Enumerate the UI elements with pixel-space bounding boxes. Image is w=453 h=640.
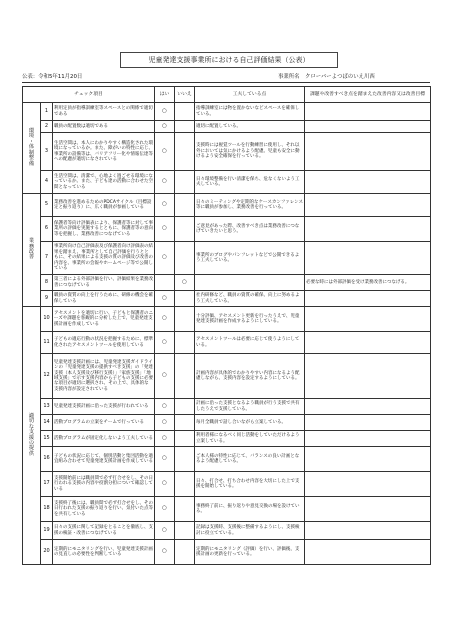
check-item: 児童発達支援計画に沿った支援が行われている <box>53 399 155 415</box>
item-number: 14 <box>41 415 53 431</box>
check-item: 子どもの適応行動の状況を把握するために、標準化されたアセスメントツールを使用している <box>53 332 155 354</box>
table-row <box>23 275 431 291</box>
yes-mark: ○ <box>155 472 175 497</box>
improvement-text <box>305 291 431 307</box>
item-number: 6 <box>41 217 53 242</box>
improvement-text <box>305 121 431 133</box>
no-mark <box>175 291 195 307</box>
improvement-text <box>305 133 431 171</box>
table-row <box>23 307 431 332</box>
effort-text: 定期的にモニタリング（評価）を行い、評価後、支援計画の更新を行っている。 <box>195 540 305 565</box>
item-number: 9 <box>41 291 53 307</box>
improvement-text <box>305 497 431 522</box>
no-mark <box>175 431 195 447</box>
no-mark <box>175 522 195 540</box>
table-row <box>23 332 431 354</box>
improvement-text <box>305 540 431 565</box>
item-number: 16 <box>41 447 53 472</box>
table-row <box>23 242 431 275</box>
no-mark <box>175 399 195 415</box>
improvement-text <box>305 103 431 121</box>
item-number: 5 <box>41 194 53 217</box>
yes-mark: ○ <box>155 194 175 217</box>
document-title: 児童発達支援事業所における自己評価結果（公表） <box>120 52 338 68</box>
improvement-text <box>305 307 431 332</box>
item-number: 15 <box>41 431 53 447</box>
yes-mark: ○ <box>155 447 175 472</box>
table-row <box>23 354 431 399</box>
effort-text: アセスメントツールは必要に応じて使うようにしている。 <box>195 332 305 354</box>
item-number: 8 <box>41 275 53 291</box>
effort-text: 毎月全職員で話し合いながら立案している。 <box>195 415 305 431</box>
check-item: 生活空間は、本人にわかりやすく構造化された環境になっているか。また、障がいの特性に応じ、事業所の設備等は、バリアフリー化や情報伝達等への配慮が適切になされている <box>53 133 155 171</box>
publication-line <box>22 73 430 83</box>
table-row <box>23 522 431 540</box>
header-check-item: チェック項目 <box>23 87 155 103</box>
table-row <box>23 171 431 194</box>
effort-text: 事業所のブログやパンフレットなどで公開できるよう工夫している。 <box>195 242 305 275</box>
check-item: 業務改善を進めるためのPDCAサイクル（目標設定と振り返り）に、広く職員が参画している <box>53 194 155 217</box>
publication-date: 公表：令和5年11月20日 <box>22 74 83 80</box>
effort-text: 事務終了前に、振り返りや意見交換の場を設けている。 <box>195 497 305 522</box>
check-item: 支援終了後には、職員間で必ず打合せをし、その日行われた支援の振り返りを行い、気付いた点等を共有している <box>53 497 155 522</box>
no-mark <box>175 540 195 565</box>
no-mark: ○ <box>175 275 195 291</box>
table-row <box>23 540 431 565</box>
no-mark <box>175 354 195 399</box>
item-number: 12 <box>41 354 53 399</box>
effort-text <box>195 275 305 291</box>
no-mark <box>175 133 195 171</box>
yes-mark: ○ <box>155 332 175 354</box>
improvement-text <box>305 194 431 217</box>
header-improvement: 課題や改善すべき点を踏まえた改善内容又は改善目標 <box>305 87 431 103</box>
item-number: 4 <box>41 171 53 194</box>
table-row <box>23 291 431 307</box>
yes-mark: ○ <box>155 497 175 522</box>
yes-mark: ○ <box>155 522 175 540</box>
improvement-text <box>305 217 431 242</box>
no-mark <box>175 307 195 332</box>
category-support: 適 切 な 支 援 の 提 供 <box>23 307 41 565</box>
check-item: 利用定員が指導訓練室等スペースとの関係で適切である <box>53 103 155 121</box>
check-item: アセスメントを適切に行い、子どもと保護者のニーズや課題を客観的に分析した上で、児童発達支援計画を作成している <box>53 307 155 332</box>
effort-text: 計画内容が具体的でわかりやすい内容になるよう配慮しながら、支援内容を設定するようにしている。 <box>195 354 305 399</box>
check-item: 第三者による外部評価を行い、評価結果を業務改善につなげている <box>53 275 155 291</box>
check-item: 日々の支援に関して記録をとることを徹底し、支援の検証・改善につなげている <box>53 522 155 540</box>
yes-mark: ○ <box>155 171 175 194</box>
check-item: 子どもの状況に応じて、個別活動と集団活動を適宜組み合わせて児童発達支援計画を作成している <box>53 447 155 472</box>
table-row <box>23 217 431 242</box>
no-mark <box>175 472 195 497</box>
table-header-row <box>23 87 431 103</box>
item-number: 7 <box>41 242 53 275</box>
no-mark <box>175 103 195 121</box>
no-mark <box>175 332 195 354</box>
no-mark <box>175 171 195 194</box>
improvement-text <box>305 522 431 540</box>
header-yes: はい <box>155 87 175 103</box>
check-item: 事業所向け自己評価表及び保護者向け評価表の結果を踏まえ、事業所として自己評価を行うとともに、その結果による支援の質の評価及び改善の内容を、事業所の会報やホームページ等で公開している <box>53 242 155 275</box>
yes-mark: ○ <box>155 307 175 332</box>
header-effort: 工夫している点 <box>195 87 305 103</box>
facility-name: 事業所名 クローバーよつばのいえ川西 <box>278 74 375 80</box>
check-item: 支援開始前には職員間で必ず打合せをし、その日行われる支援の内容や役割分担について確認している <box>53 472 155 497</box>
table-row <box>23 447 431 472</box>
header-no: いいえ <box>175 87 195 103</box>
check-item: 保護者等向け評価表により、保護者等に対して事業所の評価を実施するとともに、保護者等の意向等を把握し、業務改善につなげている <box>53 217 155 242</box>
yes-mark: ○ <box>155 354 175 399</box>
effort-text: 支援時には視覚ツールを行動練習に使用し、それ以外においては気にかけるよう配慮。児童も安全に動けるよう安全確保を行っている。 <box>195 133 305 171</box>
effort-text: 日々、打合せ、打ち合わせ内容を大切にした上で支援を開始している。 <box>195 472 305 497</box>
check-item: 生活空間は、清潔で、心地よく過ごせる環境になっているか。また、子ども達の活動に合わせた空間となっている <box>53 171 155 194</box>
table-row <box>23 194 431 217</box>
item-number: 19 <box>41 522 53 540</box>
effort-text: 適切に配置している。 <box>195 121 305 133</box>
category-biz: 業 務 改 善 <box>23 194 41 307</box>
no-mark <box>175 415 195 431</box>
yes-mark <box>155 275 175 291</box>
yes-mark: ○ <box>155 431 175 447</box>
table-row <box>23 415 431 431</box>
yes-mark: ○ <box>155 217 175 242</box>
effort-text: 十分評価、アセスメント更新を行ったうえで、児童発達支援計画を作成するようにしている。 <box>195 307 305 332</box>
category-env: 環 境 ・ 体 制 整 備 <box>23 103 41 194</box>
check-item: 活動プログラムの立案をチームで行っている <box>53 415 155 431</box>
item-number: 2 <box>41 121 53 133</box>
improvement-text <box>305 472 431 497</box>
improvement-text <box>305 415 431 431</box>
item-number: 20 <box>41 540 53 565</box>
effort-text: 計画に沿った支援となるよう職員が行う支援で共有したうえで支援している。 <box>195 399 305 415</box>
table-row <box>23 431 431 447</box>
improvement-text <box>305 354 431 399</box>
item-number: 3 <box>41 133 53 171</box>
improvement-text <box>305 447 431 472</box>
improvement-text <box>305 332 431 354</box>
check-item: 職員の資質の向上を行うために、研修の機会を確保している <box>53 291 155 307</box>
evaluation-table <box>22 86 431 565</box>
yes-mark: ○ <box>155 291 175 307</box>
table-row <box>23 103 431 121</box>
item-number: 10 <box>41 307 53 332</box>
improvement-text <box>305 399 431 415</box>
effort-text: ご本人様の特性に応じて、バランスの良い計画となるよう配慮している。 <box>195 447 305 472</box>
no-mark <box>175 497 195 522</box>
check-item: 児童発達支援計画には、児童発達支援ガイドラインの「児童発達支援の提供すべき支援」の「発達支援（本人支援及び移行支援）」「家族支援」「地域支援」で示す支援内容から子どもの支援に必要な項目が適切に選択され、その上で、具体的な支援内容が設定されている <box>53 354 155 399</box>
effort-text: 日々環境整備を行い清潔を保ち、危なくないよう工夫している。 <box>195 171 305 194</box>
no-mark <box>175 217 195 242</box>
item-number: 17 <box>41 472 53 497</box>
item-number: 18 <box>41 497 53 522</box>
yes-mark: ○ <box>155 399 175 415</box>
item-number: 1 <box>41 103 53 121</box>
table-row <box>23 121 431 133</box>
table-row <box>23 497 431 522</box>
yes-mark: ○ <box>155 121 175 133</box>
effort-text: 記録は支援時、支援後に整備するようにし、支援検討に役立てている。 <box>195 522 305 540</box>
check-item: 活動プログラムが固定化しないよう工夫している <box>53 431 155 447</box>
yes-mark: ○ <box>155 103 175 121</box>
improvement-text <box>305 242 431 275</box>
improvement-text <box>305 431 431 447</box>
effort-text: 日々のミーティングや定期的なケースカンファレンス等に職員が参加し、業務改善を行っている。 <box>195 194 305 217</box>
table-row <box>23 399 431 415</box>
item-number: 13 <box>41 399 53 415</box>
item-number: 11 <box>41 332 53 354</box>
yes-mark: ○ <box>155 242 175 275</box>
no-mark <box>175 194 195 217</box>
yes-mark: ○ <box>155 540 175 565</box>
table-row <box>23 133 431 171</box>
check-item: 定期的にモニタリングを行い、児童発達支援計画の見直しの必要性を判断している <box>53 540 155 565</box>
effort-text: ご意見があった際、改善すべき点は業務改善につなげていきたいと思う。 <box>195 217 305 242</box>
table-row <box>23 472 431 497</box>
check-item: 職員の配置数は適切である <box>53 121 155 133</box>
no-mark <box>175 447 195 472</box>
yes-mark: ○ <box>155 415 175 431</box>
effort-text: 社内研修など、職員の資質の確保、向上に努めるよう工夫している。 <box>195 291 305 307</box>
no-mark <box>175 121 195 133</box>
improvement-text <box>305 171 431 194</box>
effort-text: 利用者様になるべく同じ活動をしていただけるよう立案している。 <box>195 431 305 447</box>
improvement-text: 必要な時には外部評価を受け業務改善につなげる。 <box>305 275 431 291</box>
yes-mark: ○ <box>155 133 175 171</box>
no-mark <box>175 242 195 275</box>
effort-text: 指導訓練室には物を置かないなどスペースを確保している。 <box>195 103 305 121</box>
